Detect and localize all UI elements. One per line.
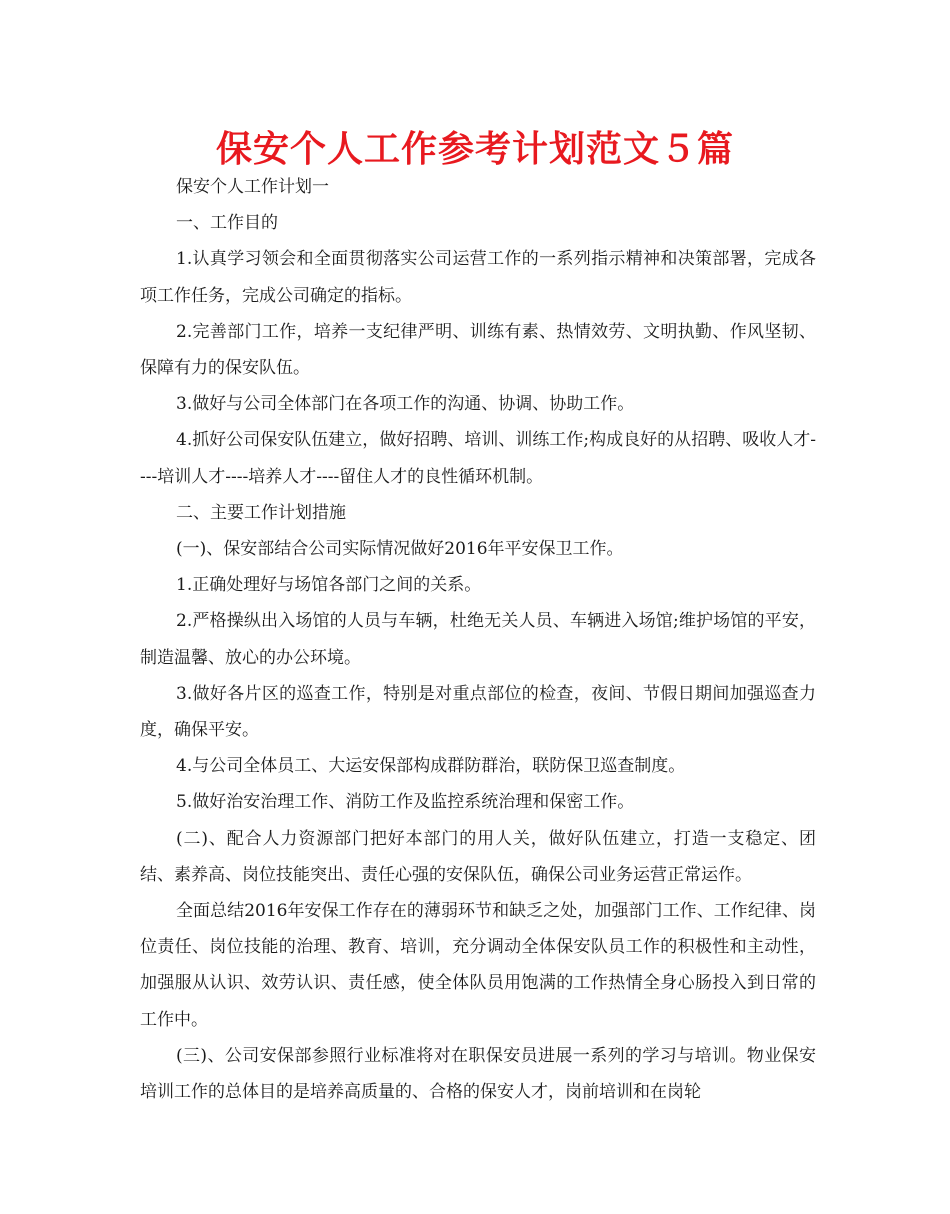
paragraph: 5.做好治安治理工作、消防工作及监控系统治理和保密工作。 xyxy=(176,792,635,813)
paragraph: 全面总结2016年安保工作存在的薄弱环节和缺乏之处，加强部门工作、工作纪律、岗位责任、岗位技能的治理、教育、培训，充分调动全体保安队员工作的积极性和主动性，加强服从认识、效劳认识、责任感，使全体队员用饱满的工作热情全身心肠投入到日常的工作中。 xyxy=(140,901,816,1030)
paragraph: 1.认真学习领会和全面贯彻落实公司运营工作的一系列指示精神和决策部署，完成各项工作任务，完成公司确定的指标。 xyxy=(140,249,816,306)
document-body xyxy=(140,169,816,1110)
paragraph: (三)、公司安保部参照行业标准将对在职保安员进展一系列的学习与培训。物业保安培训工作的总体目的是培养高质量的、合格的保安人才，岗前培训和在岗轮 xyxy=(140,1045,816,1103)
paragraph: (一)、保安部结合公司实际情况做好2016年平安保卫工作。 xyxy=(176,539,624,560)
paragraph: 3.做好与公司全体部门在各项工作的沟通、协调、协助工作。 xyxy=(176,394,635,415)
paragraph: 2.严格操纵出入场馆的人员与车辆，杜绝无关人员、车辆进入场馆;维护场馆的平安，制造温馨、放心的办公环境。 xyxy=(140,611,816,668)
paragraph: 一、工作目的 xyxy=(176,213,278,234)
document-title: 保安个人工作参考计划范文５篇 xyxy=(215,129,734,170)
paragraph: 4.与公司全体员工、大运安保部构成群防群治，联防保卫巡查制度。 xyxy=(176,756,686,777)
paragraph: 3.做好各片区的巡查工作，特别是对重点部位的检查，夜间、节假日期间加强巡查力度，确保平安。 xyxy=(140,683,816,741)
paragraph: 2.完善部门工作，培养一支纪律严明、训练有素、热情效劳、文明执勤、作风坚韧、保障有力的保安队伍。 xyxy=(140,321,816,379)
paragraph: 保安个人工作计划一 xyxy=(176,177,329,197)
paragraph: 1.正确处理好与场馆各部门之间的关系。 xyxy=(176,575,482,596)
paragraph: 4.抓好公司保安队伍建立，做好招聘、培训、训练工作;构成良好的从招聘、吸收人才----培训人才----培养人才----留住人才的良性循环机制。 xyxy=(140,430,816,487)
paragraph: 二、主要工作计划措施 xyxy=(176,502,346,523)
paragraph: (二)、配合人力资源部门把好本部门的用人关，做好队伍建立，打造一支稳定、团结、素养高、岗位技能突出、责任心强的安保队伍，确保公司业务运营正常运作。 xyxy=(140,828,816,885)
